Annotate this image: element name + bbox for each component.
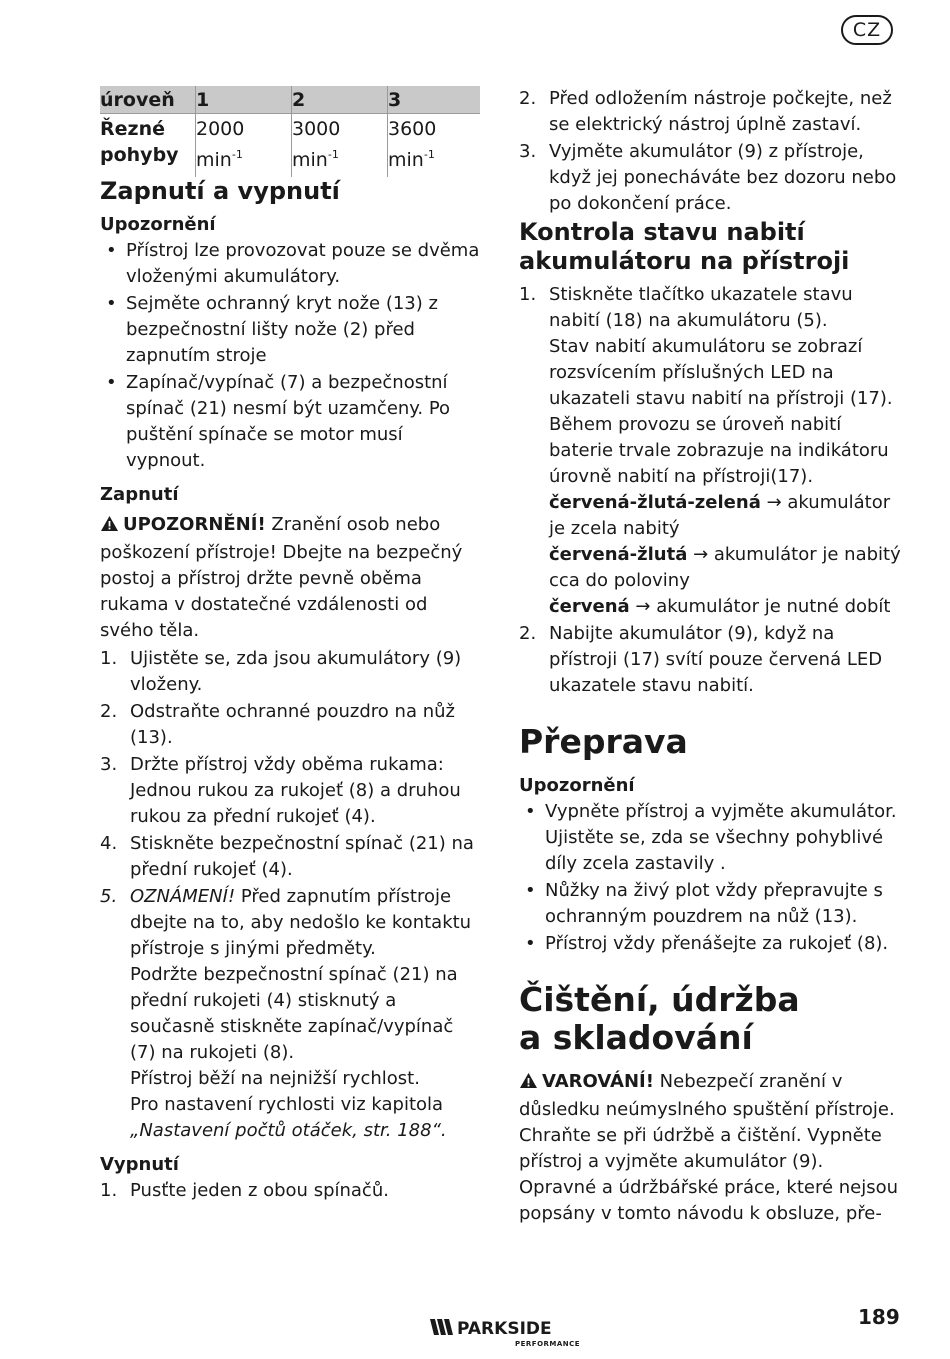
right-column: [519, 86, 904, 1227]
transport-note-label: Upozornění: [519, 775, 635, 796]
table-header-2: 2: [292, 86, 388, 114]
step5-p4: Pro nastavení rychlosti viz kapitola: [130, 1094, 444, 1115]
notice-word: OZNÁMENÍ!: [130, 886, 236, 907]
led-row: červená-žlutá → akumulátor je nabitý cca do poloviny: [549, 544, 901, 591]
parkside-logo: [430, 1315, 580, 1349]
list-item: 5. OZNÁMENÍ! Před zapnutím přístroje dbejte na to, aby nedošlo ke kontaktu přístroje s jinými předměty. Podržte bezpečnostní spínač (21) na přední rukojeti (4) stisknutý a současně stiskněte zapínač/vypínač (7) na rukojeti (8). Přístroj běží na nejnižší rychlost. Pro nastavení rychlosti viz kapitola „Nastavení počtů otáček, str. 188“.: [100, 884, 480, 1144]
list-item: 4. Stiskněte bezpečnostní spínač (21) na přední rukojeť (4).: [100, 833, 474, 880]
table-header-3: 3: [388, 86, 481, 114]
heading-transport: Přeprava: [519, 722, 688, 761]
warning-paragraph: [100, 512, 480, 644]
list-item: • Zapínač/vypínač (7) a bezpečnostní spínač (21) nesmí být uzamčeny. Po puštění spínače se motor musí vypnout.: [100, 370, 480, 474]
led-row: červená → akumulátor je nutné dobít: [549, 596, 891, 617]
speed-table-header: [100, 86, 480, 114]
list-item: 3. Držte přístroj vždy oběma rukama: Jednou rukou za rukojeť (8) a druhou rukou za přední rukojeť (4).: [100, 754, 461, 827]
table-header-1: 1: [196, 86, 292, 114]
heading-switch: Zapnutí a vypnutí: [100, 177, 340, 205]
warning-text: Nebezpečí zranění v důsledku neúmyslného spuštění přístroje. Chraňte se při údržbě a čištění. Vypněte přístroj a vyjměte akumulátor (9).: [519, 1071, 895, 1172]
list-item: • Nůžky na živý plot vždy přepravujte s ochranným pouzdrem na nůž (13).: [519, 878, 904, 930]
warning-paragraph: [519, 1069, 904, 1175]
list-item: 2. Před odložením nástroje počkejte, než se elektrický nástroj úplně zastaví.: [519, 88, 892, 135]
on-label: Zapnutí: [100, 484, 179, 505]
list-item: 2. Odstraňte ochranné pouzdro na nůž (13).: [100, 701, 455, 748]
list-item: • Přístroj vždy přenášejte za rukojeť (8).: [519, 931, 904, 957]
list-item: 1. Stiskněte tlačítko ukazatele stavu nabití (18) na akumulátoru (5). Stav nabití akumulátoru se zobrazí rozsvícením příslušných LED na ukazateli stavu nabití na přístroji (17). Během provozu se úroveň nabití baterie trvale zobrazuje na indikátoru úrovně nabití na přístroji(17). červená-žlutá-zelená → akumulátor je zcela nabitý červená-žlutá → akumulátor je nabitý cca do poloviny červená → akumulátor je nutné dobít: [519, 282, 904, 620]
list-item: • Přístroj lze provozovat pouze se dvěma vloženými akumulátory.: [100, 238, 480, 290]
table-header-level: úroveň: [100, 86, 196, 114]
language-badge: CZ: [841, 15, 893, 45]
step5-p2: Podržte bezpečnostní spínač (21) na přední rukojeti (4) stisknutý a současně stiskněte zapínač/vypínač (7) na rukojeti (8).: [130, 964, 458, 1063]
list-item: • Sejměte ochranný kryt nože (13) z bezpečnostní lišty nože (2) před zapnutím stroje: [100, 291, 480, 369]
speed-table: [100, 86, 480, 177]
step5-p3: Přístroj běží na nejnižší rychlost.: [130, 1068, 420, 1089]
continued-steps: [519, 86, 904, 217]
list-item: 2. Nabijte akumulátor (9), když na přístroji (17) svítí pouze červená LED ukazatele stavu nabití.: [519, 623, 883, 696]
speed-table-row: [100, 114, 480, 178]
battery-steps: [519, 282, 904, 699]
brand-name: PARKSIDE: [457, 1319, 552, 1339]
maintenance-paragraph: Opravné a údržbářské práce, které nejsou popsány v tomto návodu k obsluze, pře-: [519, 1177, 899, 1224]
list-item: 3. Vyjměte akumulátor (9) z přístroje, když jej ponecháváte bez dozoru nebo po dokončení práce.: [519, 141, 897, 214]
list-item: 1. Pusťte jeden z obou spínačů.: [100, 1180, 389, 1201]
warning-triangle-icon: [100, 514, 119, 540]
value-cell-2: 3000 $\min^{-1}$: [292, 114, 388, 178]
heading-battery-check: Kontrola stavu nabití akumulátoru na přístroji: [519, 218, 850, 275]
warning-word: VAROVÁNÍ!: [542, 1071, 654, 1092]
chapter-reference: „Nastavení počtů otáček, str. 188“.: [130, 1120, 447, 1141]
warning-triangle-icon: [519, 1071, 538, 1097]
list-item: • Vypněte přístroj a vyjměte akumulátor. Ujistěte se, zda se všechny pohyblivé díly zcela zastavily .: [519, 799, 904, 877]
warning-word: UPOZORNĚNÍ!: [123, 514, 266, 535]
heading-cleaning: Čištění, údržba a skladování: [519, 980, 800, 1057]
warning-text: Zranění osob nebo poškození přístroje! Dbejte na bezpečný postoj a přístroj držte pevně oběma rukama v dostatečné vzdálenosti od svého těla.: [100, 514, 463, 641]
value-cell-3: 3600 $\min^{-1}$: [388, 114, 481, 178]
page-number: 189: [858, 1305, 900, 1329]
left-column: [100, 86, 480, 1205]
battery-p2: Stav nabití akumulátoru se zobrazí rozsvícením příslušných LED na ukazateli stavu nabití na přístroji (17).: [549, 336, 893, 409]
value-cell-1: 2000 $\min^{-1}$: [196, 114, 292, 178]
off-label: Vypnutí: [100, 1154, 179, 1175]
off-steps: [100, 1178, 480, 1204]
transport-list: [519, 799, 904, 957]
note-list: [100, 238, 480, 474]
on-steps: [100, 646, 480, 1144]
led-row: červená-žlutá-zelená → akumulátor je zcela nabitý: [549, 492, 891, 539]
brand-sub: PERFORMANCE: [515, 1340, 580, 1348]
battery-p3: Během provozu se úroveň nabití baterie trvale zobrazuje na indikátoru úrovně nabití na přístroji(17).: [549, 414, 889, 487]
list-item: 1. Ujistěte se, zda jsou akumulátory (9) vloženy.: [100, 648, 462, 695]
note-label: Upozornění: [100, 214, 216, 235]
row-label: Řezné pohyby: [100, 118, 179, 166]
